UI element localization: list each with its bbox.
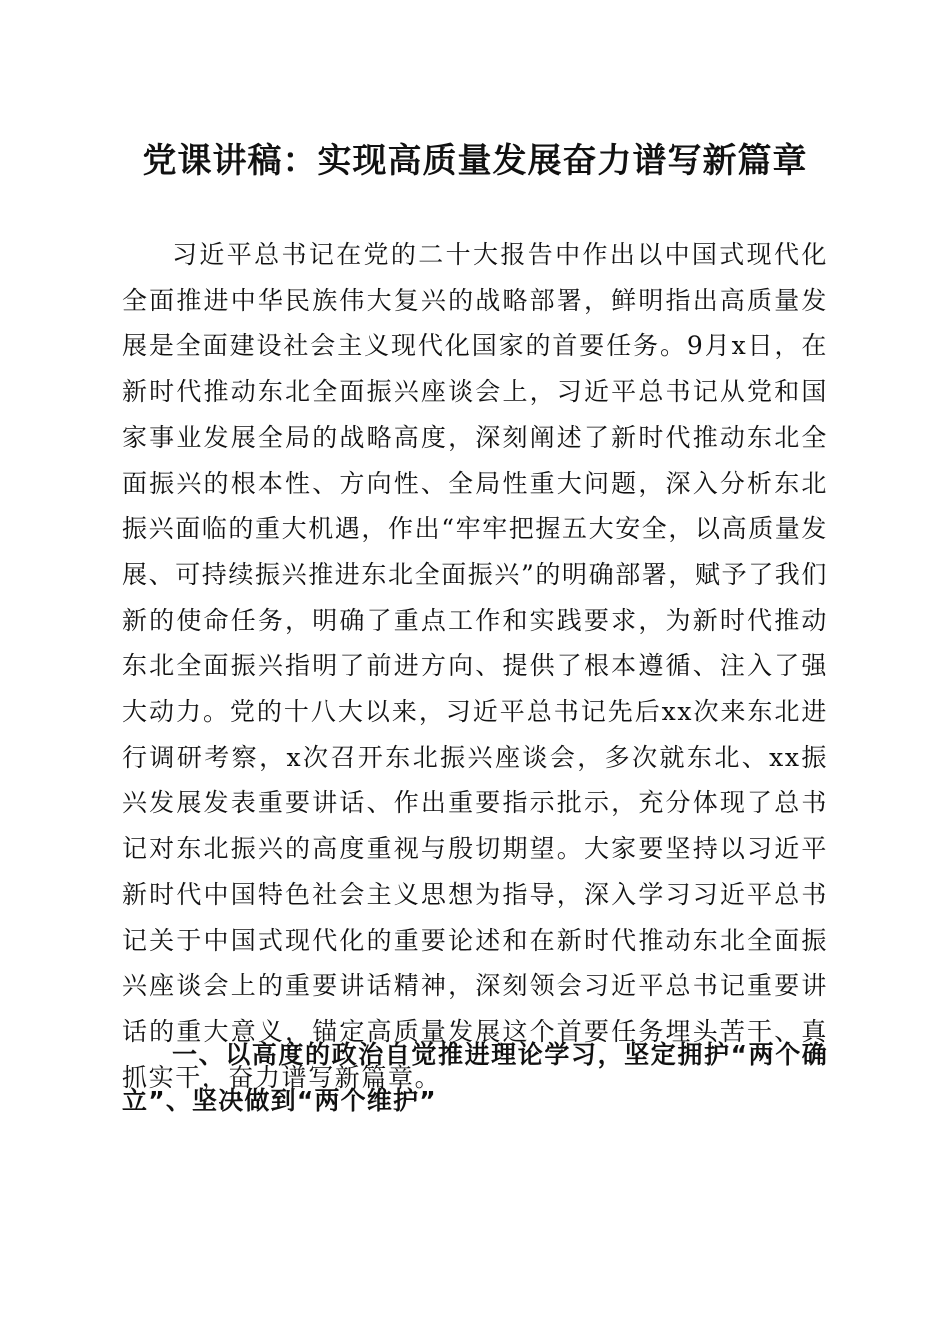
- document-title: 党课讲稿：实现高质量发展奋力谱写新篇章: [142, 141, 808, 181]
- section-heading: 一、以高度的政治自觉推进理论学习，坚定拥护“两个确立”、坚决做到“两个维护”: [122, 1040, 828, 1115]
- body-paragraph: 习近平总书记在党的二十大报告中作出以中国式现代化全面推进中华民族伟大复兴的战略部署，鲜明指出高质量发展是全面建设社会主义现代化国家的首要任务。9月x日，在新时代推动东北全面振兴座谈会上，习近平总书记从党和国家事业发展全局的战略高度，深刻阐述了新时代推动东北全面振兴的根本性、方向性、全局性重大问题，深入分析东北振兴面临的重大机遇，作出“牢牢把握五大安全，以高质量发展、可持续振兴推进东北全面振兴”的明确部署，赋予了我们新的使命任务，明确了重点工作和实践要求，为新时代推动东北全面振兴指明了前进方向、提供了根本遵循、注入了强大动力。党的十八大以来，习近平总书记先后xx次来东北进行调研考察，x次召开东北振兴座谈会，多次就东北、xx振兴发展发表重要讲话、作出重要指示批示，充分体现了总书记对东北振兴的高度重视与殷切期望。大家要坚持以习近平新时代中国特色社会主义思想为指导，深入学习习近平总书记关于中国式现代化的重要论述和在新时代推动东北全面振兴座谈会上的重要讲话精神，深刻领会习近平总书记重要讲话的重大意义，锚定高质量发展这个首要任务埋头苦干、真抓实干，奋力谱写新篇章。: [122, 240, 828, 1092]
